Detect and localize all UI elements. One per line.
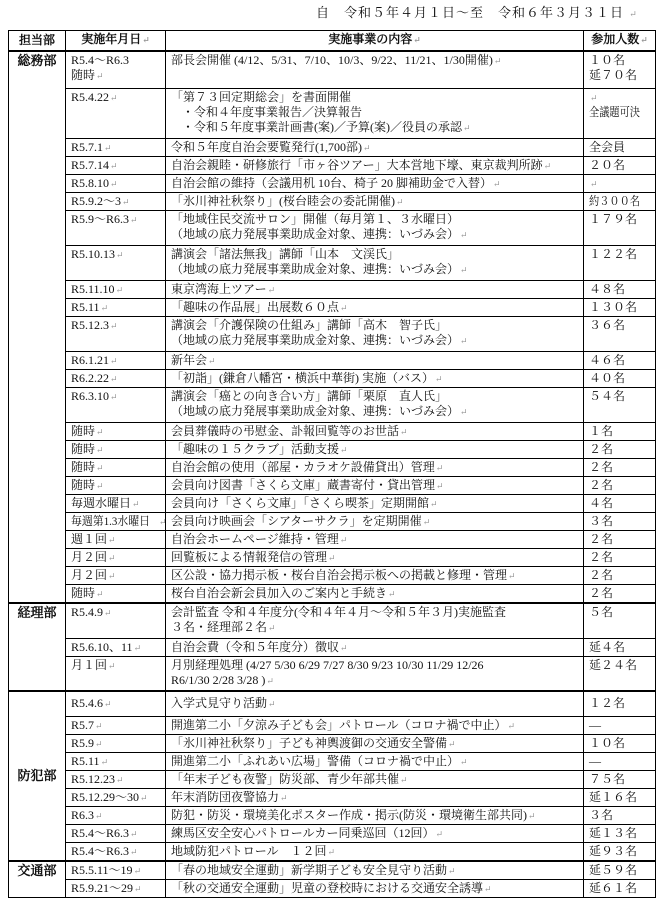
date-cell [66,459,166,477]
content-text: （地域の底力発展事業助成金対象、連携：いづみ会） [171,262,460,276]
table-row [9,638,656,656]
table-row [9,317,656,352]
count-text: 全会員 [589,140,626,154]
count-cell [584,370,656,388]
count-text: ３名 [589,807,614,822]
content-cell [166,317,584,352]
count-cell [584,824,656,842]
count-cell [584,459,656,477]
content-cell [166,370,584,388]
date-text: R5.8.10 [71,176,110,190]
content-cell [166,459,584,477]
count-cell [584,567,656,585]
table-row [9,459,656,477]
date-cell [66,603,166,638]
table-row [9,531,656,549]
date-cell [66,567,166,585]
content-text: 会員向け映画会「シアターサクラ」を定期開催 [171,514,422,528]
table-row [9,513,656,531]
date-cell [66,824,166,842]
count-cell [584,585,656,604]
date-cell [66,89,166,139]
date-cell [66,513,166,531]
count-cell [584,317,656,352]
department-cell: 交通部 [9,861,66,898]
count-text: ４名 [589,496,614,510]
department-cell: 防犯部 [9,691,66,861]
table-row [9,157,656,175]
count-cell [584,879,656,897]
date-cell [66,495,166,513]
date-text: R5.4.6 [71,696,104,711]
table-row [9,585,656,604]
content-text: 東京湾海上ツアー [171,282,267,296]
content-text: 「秋の交通安全運動」児童の登校時における交通安全誘導 [171,880,484,895]
content-cell [166,352,584,370]
content-cell [166,770,584,788]
content-text: 自治会費（令和５年度分）徴収 [171,639,340,654]
content-cell [166,842,584,861]
date-cell [66,299,166,317]
count-text: ３６名 [589,318,626,332]
content-cell [166,752,584,770]
header-date-text: 実施年月日 [81,32,142,47]
content-text: 講演会「諸法無我」講師「山本 文渓氏」 [171,247,400,261]
date-cell [66,585,166,604]
table-row [9,734,656,752]
content-text: 入学式見守り活動 [171,696,268,711]
table-body [9,51,656,898]
content-cell [166,175,584,193]
content-text: 部長会開催 (4/12、5/31、7/10、10/3、9/22、11/21、1/30開催) [171,52,493,67]
count-text: １２２名 [589,247,638,261]
date-cell [66,388,166,423]
date-cell [66,175,166,193]
date-text: 随時 [71,460,96,474]
content-text: R6/1/30 2/28 3/28 ) [171,672,266,687]
content-cell [166,211,584,246]
date-cell [66,691,166,716]
date-text: R5.9.21～29 [71,880,134,895]
date-text: R5.11.10 [71,282,115,296]
table-row [9,656,656,691]
header-count-text: 参加人数 [591,32,640,47]
content-cell [166,879,584,897]
date-text: R5.4.9 [71,605,104,619]
content-cell [166,734,584,752]
count-text: ５４名 [589,389,626,403]
date-text: R5.4～R6.3 [71,825,130,840]
table-row [9,193,656,211]
date-cell [66,281,166,299]
content-text: ・令和４年度事業報告／決算報告 [182,105,363,119]
date-text: R6.1.21 [71,353,110,367]
count-cell [584,477,656,495]
count-text: 延２４名 [589,657,638,672]
count-cell [584,770,656,788]
content-cell [166,656,584,691]
count-cell [584,175,656,193]
count-text: １０名 [589,52,626,67]
header-content [166,31,584,51]
date-cell [66,638,166,656]
date-text: 随時 [71,424,96,438]
header-content-text: 実施事業の内容 [328,32,413,47]
content-text: 自治会館の維持（会議用机 10台、椅子 20 脚補助金で入替） [171,176,493,190]
count-text: 延７０名 [589,67,638,82]
count-text: 延５９名 [589,862,638,877]
date-text: R6.3.10 [71,389,110,403]
count-text: ４８名 [589,282,626,296]
content-text: 月別経理処理 (4/27 5/30 6/29 7/27 8/30 9/23 10/30 11/29 12/26 [171,657,484,672]
table-row [9,861,656,880]
count-cell [584,89,656,139]
count-text: 延９３名 [589,843,638,858]
content-text: 自治会館の使用（部屋・カラオケ設備貸出）管理 [171,460,435,474]
count-text: ７５名 [589,771,626,786]
count-text: ４０名 [589,371,626,385]
date-text: R5.12.3 [71,318,110,332]
date-text: R5.11 [71,300,100,314]
date-text: R5.7.14 [71,158,110,172]
count-text: ４６名 [589,353,626,367]
date-text: R6.2.22 [71,371,110,385]
table-row [9,806,656,824]
date-cell [66,656,166,691]
content-cell [166,193,584,211]
content-text: 会員向け「さくら文庫」「さくら喫茶」定期開館 [171,496,430,510]
date-cell [66,788,166,806]
content-cell [166,603,584,638]
count-cell [584,513,656,531]
count-cell [584,495,656,513]
date-cell [66,861,166,880]
count-text: 延１６名 [589,789,638,804]
content-cell [166,861,584,880]
count-cell [584,638,656,656]
table-row [9,352,656,370]
count-cell [584,806,656,824]
table-header-row [9,31,656,51]
date-cell [66,716,166,734]
content-text: ３名・経理部２名 [171,620,268,634]
content-text: 令和５年度自治会要覧発行(1,700部) [171,140,362,154]
date-cell [66,842,166,861]
count-text: １０名 [589,735,626,750]
date-text: 月１回 [71,657,108,672]
date-text: 随時 [71,442,96,456]
count-text: ２名 [589,442,614,456]
table-row [9,211,656,246]
date-text: R5.7.1 [71,140,104,154]
period-text: 自 令和５年４月１日～至 令和６年３月３１日 [316,5,625,20]
count-text: １７９名 [589,212,638,226]
table-row [9,281,656,299]
content-cell [166,388,584,423]
count-cell [584,549,656,567]
date-text: 週１回 [71,532,108,546]
table-row [9,388,656,423]
table-row [9,549,656,567]
count-cell [584,157,656,175]
date-cell [66,139,166,157]
date-cell [66,352,166,370]
content-text: 年末消防団夜警協力 [171,789,280,804]
count-text: 延６１名 [589,880,638,895]
count-text: ２名 [589,532,614,546]
content-text: 開進第二小「夕涼み子ども会」パトロール（コロナ禍で中止） [171,717,507,732]
content-text: 回覧板による情報発信の管理 [171,550,328,564]
header-date [66,31,166,51]
department-cell: 総務部 [9,51,66,604]
table-row [9,441,656,459]
table-row [9,788,656,806]
table-row [9,139,656,157]
date-cell [66,370,166,388]
date-cell [66,211,166,246]
count-cell [584,788,656,806]
date-text: R5.5.11～19 [71,862,133,877]
content-text: 講演会「介護保険の仕組み」講師「高木 智子氏」 [171,318,448,332]
content-text: 会員葬儀時の弔慰金、訃報回覧等のお世話 [171,424,400,438]
count-cell [584,299,656,317]
content-text: 「春の地域安全運動」新学期子ども安全見守り活動 [171,862,448,877]
count-cell [584,531,656,549]
count-text: ２０名 [589,158,626,172]
content-text: （地域の底力発展事業助成金対象、連携：いづみ会） [171,227,460,241]
count-text: ２名 [589,586,614,600]
table-row [9,299,656,317]
date-text: 月２回 [71,568,108,582]
content-cell [166,281,584,299]
count-cell [584,139,656,157]
content-text: 「氷川神社秋祭り」子ども神輿渡御の交通安全警備 [171,735,448,750]
count-cell [584,281,656,299]
date-text: R5.10.13 [71,247,116,261]
count-text: ３名 [589,514,614,528]
content-text: 開進第二小「ふれあい広場」警備（コロナ禍で中止） [171,753,460,768]
content-text: 地域防犯パトロール １２回 [171,843,327,858]
date-text: R5.4～R6.3 [71,52,130,67]
count-cell [584,716,656,734]
date-text: 毎週第1.3水曜日 [71,514,151,528]
date-text: R5.6.10、11 [71,639,133,654]
department-cell: 経理部 [9,603,66,691]
content-cell [166,567,584,585]
count-text: ２名 [589,550,614,564]
date-cell [66,806,166,824]
content-cell [166,716,584,734]
content-cell [166,585,584,604]
date-cell [66,246,166,281]
content-text: 講演会「癌との向き合い方」講師「栗原 直人氏」 [171,389,448,403]
date-text: R5.12.23 [71,771,116,786]
content-text: 会計監査 令和４年度分(令和４年４月～令和５年３月)実施監査 [171,605,506,619]
count-cell [584,423,656,441]
table-row [9,495,656,513]
count-text: 延１３名 [589,825,638,840]
content-text: 自治会親睦・研修旅行「市ヶ谷ツアー」大本営地下壕、東京裁判所跡 [171,158,543,172]
count-cell [584,603,656,638]
date-text: 毎週水曜日 [71,496,132,510]
count-cell [584,51,656,89]
content-text: 「趣味の１５クラブ」活動支援 [171,442,340,456]
content-text: ・令和５年度事業計画書(案)／予算(案)／役員の承認 [182,120,462,134]
date-text: 随時 [71,586,96,600]
content-text: 「初詣」(鎌倉八幡宮・横浜中華街) 実施（バス） [171,371,434,385]
count-text: 全議題可決 [589,105,641,119]
date-text: R5.11 [71,753,100,768]
date-text: R5.12.29～30 [71,789,140,804]
table-row [9,752,656,770]
content-cell [166,299,584,317]
content-text: 「氷川神社秋祭り」(桜台睦会の委託開催) [171,194,395,208]
table-row [9,423,656,441]
content-text: 自治会ホームページ維持・管理 [171,532,339,546]
date-cell [66,549,166,567]
content-cell [166,157,584,175]
count-cell [584,691,656,716]
date-text: R5.9～R6.3 [71,212,130,226]
count-cell [584,388,656,423]
content-text: 新年会 [171,353,208,367]
content-text: （地域の底力発展事業助成金対象、連携：いづみ会） [171,333,460,347]
count-cell [584,752,656,770]
table-row [9,879,656,897]
content-cell [166,51,584,89]
date-cell [66,770,166,788]
table-row [9,370,656,388]
table-row [9,770,656,788]
table-row [9,51,656,89]
count-cell [584,734,656,752]
date-text: 随時 [71,67,96,82]
content-cell [166,531,584,549]
table-row [9,716,656,734]
date-cell [66,879,166,897]
period-heading [316,5,638,22]
content-cell [166,477,584,495]
date-text: R5.4.22 [71,90,110,104]
table-row [9,89,656,139]
date-text: 月２回 [71,550,108,564]
count-cell [584,352,656,370]
header-count [584,31,656,51]
date-cell [66,752,166,770]
date-cell [66,51,166,89]
date-cell [66,734,166,752]
content-cell [166,441,584,459]
date-cell [66,157,166,175]
content-text: 「地域住民交流サロン」開催（毎月第１、３水曜日） [171,212,460,226]
count-text: ２名 [589,478,614,492]
count-cell [584,656,656,691]
count-cell [584,246,656,281]
content-text: 防犯・防災・環境美化ポスター作成・掲示(防災・環境衛生部共同) [171,807,527,822]
count-cell [584,842,656,861]
date-text: R5.4～R6.3 [71,843,130,858]
date-text: R5.9 [71,735,95,750]
content-cell [166,495,584,513]
count-text: １３０名 [589,300,638,314]
content-text: 「年末子ども夜警」防災部、青少年部共催 [171,771,400,786]
content-cell [166,638,584,656]
count-cell [584,193,656,211]
count-text: ― [589,717,601,732]
count-cell [584,211,656,246]
table-row [9,824,656,842]
date-text: R5.7 [71,717,95,732]
count-cell [584,441,656,459]
table-row [9,691,656,716]
content-cell [166,788,584,806]
count-text: 延４名 [589,639,626,654]
count-text: ５名 [589,605,614,619]
content-text: 区公設・協力掲示板・桜台自治会掲示板への掲載と修理・管理 [171,568,508,582]
content-cell [166,246,584,281]
table-row [9,477,656,495]
date-cell [66,193,166,211]
content-text: 桜台自治会新会員加入のご案内と手続き [171,586,388,600]
content-cell [166,139,584,157]
content-text: （地域の底力発展事業助成金対象、連携：いづみ会） [171,404,460,418]
count-text: 約３００名 [589,194,641,208]
activity-report-table [8,30,656,898]
content-cell [166,806,584,824]
count-cell [584,861,656,880]
table-row [9,567,656,585]
content-cell [166,89,584,139]
count-text: ― [589,753,601,768]
date-cell [66,317,166,352]
content-text: 練馬区安全安心パトロールカー同乗巡回（12回） [171,825,435,840]
content-cell [166,691,584,716]
table-row [9,175,656,193]
date-cell [66,531,166,549]
content-cell [166,549,584,567]
content-cell [166,513,584,531]
count-text: ２名 [589,568,614,582]
content-text: 会員向け図書「さくら文庫」蔵書寄付・貸出管理 [171,478,436,492]
date-cell [66,441,166,459]
date-text: R5.9.2～3 [71,194,122,208]
date-cell [66,423,166,441]
count-text: １２名 [589,696,626,711]
date-text: R6.3 [71,807,95,822]
header-dept: 担当部 [9,31,66,51]
date-cell [66,477,166,495]
date-text: 随時 [71,478,96,492]
content-text: 「趣味の作品展」出展数６０点 [171,300,340,314]
table-row [9,603,656,638]
content-cell [166,824,584,842]
table-row [9,842,656,861]
content-text: 「第７３回定期総会」を書面開催 [171,90,352,104]
table-row [9,246,656,281]
content-cell [166,423,584,441]
count-text: ２名 [589,460,614,474]
count-text: １名 [589,424,614,438]
